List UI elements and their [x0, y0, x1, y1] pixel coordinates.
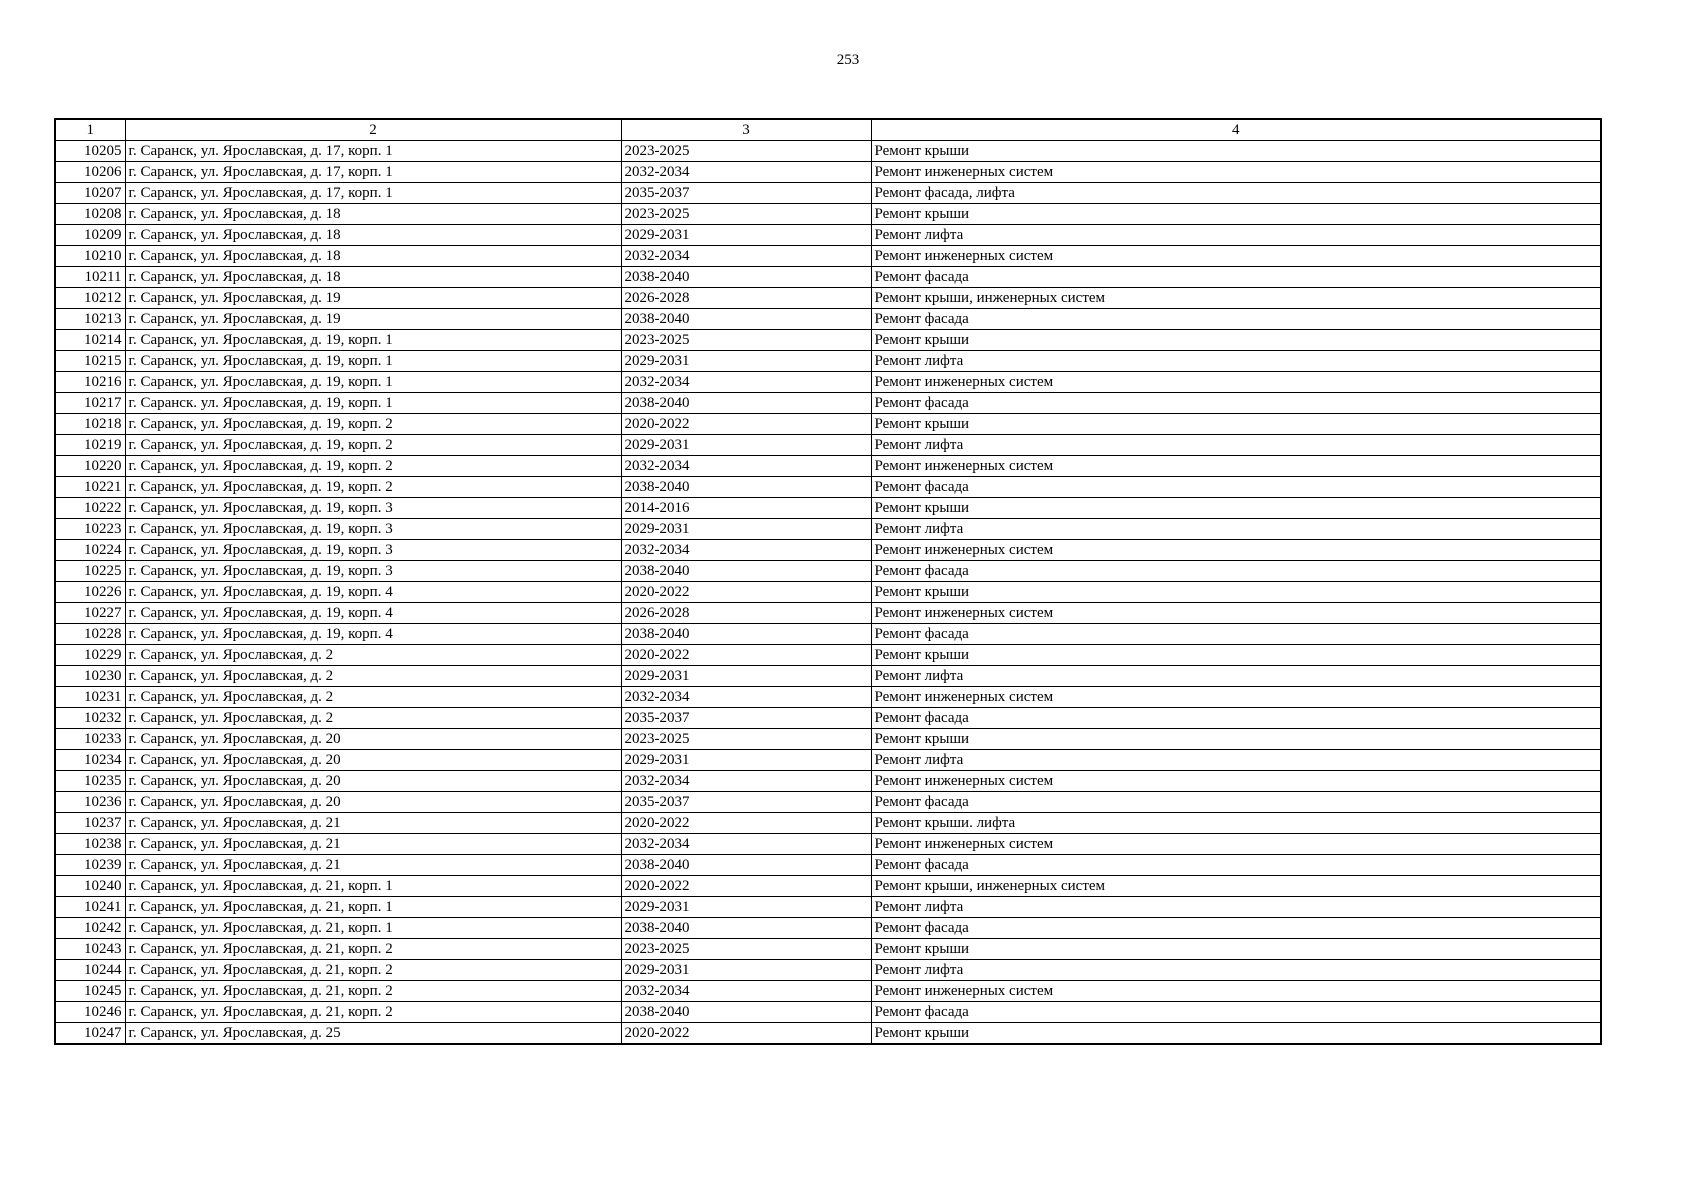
column-header-4: 4 [871, 119, 1601, 141]
table-row [55, 561, 1601, 582]
work-type-cell: Ремонт крыши, инженерных систем [871, 876, 1601, 897]
address-cell: г. Саранск, ул. Ярославская, д. 17, корп. 1 [125, 183, 621, 204]
table-row [55, 246, 1601, 267]
address-cell: г. Саранск, ул. Ярославская, д. 18 [125, 204, 621, 225]
period-cell: 2038-2040 [621, 855, 871, 876]
address-cell: г. Саранск, ул. Ярославская, д. 2 [125, 687, 621, 708]
table-row [55, 834, 1601, 855]
work-type-cell: Ремонт фасада [871, 708, 1601, 729]
address-cell: г. Саранск, ул. Ярославская, д. 21, корп. 1 [125, 897, 621, 918]
address-cell: г. Саранск, ул. Ярославская, д. 19, корп. 2 [125, 477, 621, 498]
column-header-3: 3 [621, 119, 871, 141]
period-cell: 2032-2034 [621, 456, 871, 477]
work-type-cell: Ремонт лифта [871, 351, 1601, 372]
period-cell: 2029-2031 [621, 351, 871, 372]
row-number-cell: 10247 [55, 1023, 125, 1045]
work-type-cell: Ремонт инженерных систем [871, 981, 1601, 1002]
period-cell: 2032-2034 [621, 981, 871, 1002]
period-cell: 2038-2040 [621, 1002, 871, 1023]
work-type-cell: Ремонт лифта [871, 897, 1601, 918]
row-number-cell: 10206 [55, 162, 125, 183]
work-type-cell: Ремонт лифта [871, 960, 1601, 981]
address-cell: г. Саранск, ул. Ярославская, д. 20 [125, 750, 621, 771]
work-type-cell: Ремонт инженерных систем [871, 603, 1601, 624]
table-row [55, 141, 1601, 162]
work-type-cell: Ремонт крыши [871, 141, 1601, 162]
period-cell: 2020-2022 [621, 582, 871, 603]
address-cell: г. Саранск, ул. Ярославская, д. 2 [125, 708, 621, 729]
table-row [55, 456, 1601, 477]
address-cell: г. Саранск, ул. Ярославская, д. 21 [125, 813, 621, 834]
period-cell: 2014-2016 [621, 498, 871, 519]
row-number-cell: 10244 [55, 960, 125, 981]
row-number-cell: 10208 [55, 204, 125, 225]
address-cell: г. Саранск, ул. Ярославская, д. 19, корп. 3 [125, 519, 621, 540]
period-cell: 2023-2025 [621, 141, 871, 162]
work-type-cell: Ремонт крыши [871, 729, 1601, 750]
period-cell: 2032-2034 [621, 687, 871, 708]
header-row [55, 119, 1601, 141]
row-number-cell: 10209 [55, 225, 125, 246]
work-type-cell: Ремонт фасада [871, 267, 1601, 288]
table-row [55, 981, 1601, 1002]
table-row [55, 477, 1601, 498]
period-cell: 2026-2028 [621, 288, 871, 309]
row-number-cell: 10240 [55, 876, 125, 897]
row-number-cell: 10223 [55, 519, 125, 540]
address-cell: г. Саранск, ул. Ярославская, д. 19, корп. 4 [125, 624, 621, 645]
period-cell: 2038-2040 [621, 309, 871, 330]
period-cell: 2032-2034 [621, 162, 871, 183]
period-cell: 2023-2025 [621, 330, 871, 351]
table-row [55, 603, 1601, 624]
table-row [55, 351, 1601, 372]
row-number-cell: 10224 [55, 540, 125, 561]
row-number-cell: 10228 [55, 624, 125, 645]
address-cell: г. Саранск, ул. Ярославская, д. 21 [125, 855, 621, 876]
work-type-cell: Ремонт фасада [871, 624, 1601, 645]
table-row [55, 687, 1601, 708]
table-row [55, 414, 1601, 435]
work-type-cell: Ремонт инженерных систем [871, 771, 1601, 792]
work-type-cell: Ремонт крыши [871, 1023, 1601, 1045]
table-row [55, 750, 1601, 771]
period-cell: 2026-2028 [621, 603, 871, 624]
period-cell: 2023-2025 [621, 204, 871, 225]
period-cell: 2020-2022 [621, 876, 871, 897]
period-cell: 2035-2037 [621, 792, 871, 813]
row-number-cell: 10218 [55, 414, 125, 435]
row-number-cell: 10229 [55, 645, 125, 666]
row-number-cell: 10214 [55, 330, 125, 351]
work-type-cell: Ремонт крыши [871, 645, 1601, 666]
row-number-cell: 10220 [55, 456, 125, 477]
row-number-cell: 10243 [55, 939, 125, 960]
row-number-cell: 10236 [55, 792, 125, 813]
address-cell: г. Саранск, ул. Ярославская, д. 19, корп. 1 [125, 351, 621, 372]
row-number-cell: 10205 [55, 141, 125, 162]
address-cell: г. Саранск, ул. Ярославская, д. 17, корп. 1 [125, 141, 621, 162]
address-cell: г. Саранск, ул. Ярославская, д. 19, корп. 4 [125, 582, 621, 603]
row-number-cell: 10238 [55, 834, 125, 855]
address-cell: г. Саранск, ул. Ярославская, д. 17, корп. 1 [125, 162, 621, 183]
address-cell: г. Саранск, ул. Ярославская, д. 20 [125, 792, 621, 813]
work-type-cell: Ремонт фасада [871, 309, 1601, 330]
work-type-cell: Ремонт крыши [871, 939, 1601, 960]
column-header-2: 2 [125, 119, 621, 141]
row-number-cell: 10231 [55, 687, 125, 708]
row-number-cell: 10219 [55, 435, 125, 456]
page-number: 253 [836, 52, 860, 68]
period-cell: 2035-2037 [621, 183, 871, 204]
table-row [55, 666, 1601, 687]
address-cell: г. Саранск, ул. Ярославская, д. 21 [125, 834, 621, 855]
work-type-cell: Ремонт инженерных систем [871, 687, 1601, 708]
period-cell: 2020-2022 [621, 813, 871, 834]
table-row [55, 624, 1601, 645]
work-type-cell: Ремонт инженерных систем [871, 456, 1601, 477]
address-cell: г. Саранск, ул. Ярославская, д. 21, корп. 2 [125, 981, 621, 1002]
period-cell: 2032-2034 [621, 246, 871, 267]
work-type-cell: Ремонт крыши [871, 330, 1601, 351]
table-row [55, 267, 1601, 288]
period-cell: 2020-2022 [621, 1023, 871, 1045]
address-cell: г. Саранск, ул. Ярославская, д. 19, корп. 3 [125, 540, 621, 561]
row-number-cell: 10235 [55, 771, 125, 792]
period-cell: 2020-2022 [621, 414, 871, 435]
work-type-cell: Ремонт лифта [871, 225, 1601, 246]
table-row [55, 771, 1601, 792]
period-cell: 2038-2040 [621, 918, 871, 939]
period-cell: 2029-2031 [621, 750, 871, 771]
work-type-cell: Ремонт крыши. лифта [871, 813, 1601, 834]
row-number-cell: 10233 [55, 729, 125, 750]
address-cell: г. Саранск, ул. Ярославская, д. 21, корп. 2 [125, 939, 621, 960]
work-type-cell: Ремонт инженерных систем [871, 372, 1601, 393]
work-type-cell: Ремонт фасада [871, 1002, 1601, 1023]
row-number-cell: 10213 [55, 309, 125, 330]
work-type-cell: Ремонт инженерных систем [871, 540, 1601, 561]
row-number-cell: 10230 [55, 666, 125, 687]
table-row [55, 582, 1601, 603]
row-number-cell: 10222 [55, 498, 125, 519]
address-cell: г. Саранск, ул. Ярославская, д. 18 [125, 267, 621, 288]
work-type-cell: Ремонт крыши [871, 414, 1601, 435]
work-type-cell: Ремонт фасада [871, 393, 1601, 414]
period-cell: 2032-2034 [621, 771, 871, 792]
table-row [55, 918, 1601, 939]
address-cell: г. Саранск, ул. Ярославская, д. 20 [125, 771, 621, 792]
period-cell: 2038-2040 [621, 267, 871, 288]
table-row [55, 435, 1601, 456]
table-row [55, 960, 1601, 981]
address-cell: г. Саранск, ул. Ярославская, д. 19, корп. 3 [125, 561, 621, 582]
row-number-cell: 10215 [55, 351, 125, 372]
table-row [55, 855, 1601, 876]
period-cell: 2029-2031 [621, 435, 871, 456]
table-row [55, 225, 1601, 246]
work-type-cell: Ремонт инженерных систем [871, 162, 1601, 183]
work-type-cell: Ремонт крыши [871, 498, 1601, 519]
table-row [55, 729, 1601, 750]
period-cell: 2023-2025 [621, 939, 871, 960]
address-cell: г. Саранск, ул. Ярославская, д. 19, корп. 1 [125, 372, 621, 393]
table-row [55, 288, 1601, 309]
row-number-cell: 10245 [55, 981, 125, 1002]
table-row [55, 162, 1601, 183]
work-type-cell: Ремонт фасада, лифта [871, 183, 1601, 204]
row-number-cell: 10234 [55, 750, 125, 771]
row-number-cell: 10241 [55, 897, 125, 918]
table-row [55, 372, 1601, 393]
work-type-cell: Ремонт крыши [871, 582, 1601, 603]
row-number-cell: 10232 [55, 708, 125, 729]
row-number-cell: 10212 [55, 288, 125, 309]
period-cell: 2038-2040 [621, 477, 871, 498]
address-cell: г. Саранск. ул. Ярославская, д. 19, корп. 1 [125, 393, 621, 414]
address-cell: г. Саранск, ул. Ярославская, д. 19 [125, 288, 621, 309]
row-number-cell: 10242 [55, 918, 125, 939]
work-type-cell: Ремонт крыши [871, 204, 1601, 225]
address-cell: г. Саранск, ул. Ярославская, д. 19, корп. 1 [125, 330, 621, 351]
row-number-cell: 10237 [55, 813, 125, 834]
row-number-cell: 10239 [55, 855, 125, 876]
work-type-cell: Ремонт фасада [871, 918, 1601, 939]
address-cell: г. Саранск, ул. Ярославская, д. 18 [125, 225, 621, 246]
address-cell: г. Саранск, ул. Ярославская, д. 19, корп. 4 [125, 603, 621, 624]
work-type-cell: Ремонт инженерных систем [871, 246, 1601, 267]
row-number-cell: 10217 [55, 393, 125, 414]
period-cell: 2032-2034 [621, 540, 871, 561]
table-row [55, 204, 1601, 225]
table-body [55, 141, 1601, 1045]
period-cell: 2023-2025 [621, 729, 871, 750]
address-cell: г. Саранск, ул. Ярославская, д. 21, корп. 1 [125, 918, 621, 939]
address-cell: г. Саранск, ул. Ярославская, д. 2 [125, 645, 621, 666]
address-cell: г. Саранск, ул. Ярославская, д. 19 [125, 309, 621, 330]
period-cell: 2029-2031 [621, 897, 871, 918]
period-cell: 2020-2022 [621, 645, 871, 666]
table-row [55, 876, 1601, 897]
row-number-cell: 10207 [55, 183, 125, 204]
row-number-cell: 10227 [55, 603, 125, 624]
address-cell: г. Саранск, ул. Ярославская, д. 21, корп. 2 [125, 1002, 621, 1023]
row-number-cell: 10221 [55, 477, 125, 498]
table-header [55, 119, 1601, 141]
row-number-cell: 10216 [55, 372, 125, 393]
address-cell: г. Саранск, ул. Ярославская, д. 21, корп. 1 [125, 876, 621, 897]
work-type-cell: Ремонт фасада [871, 792, 1601, 813]
repair-schedule-table [54, 118, 1602, 1045]
work-type-cell: Ремонт лифта [871, 519, 1601, 540]
period-cell: 2035-2037 [621, 708, 871, 729]
period-cell: 2029-2031 [621, 666, 871, 687]
address-cell: г. Саранск, ул. Ярославская, д. 19, корп. 2 [125, 414, 621, 435]
work-type-cell: Ремонт фасада [871, 477, 1601, 498]
period-cell: 2038-2040 [621, 561, 871, 582]
address-cell: г. Саранск, ул. Ярославская, д. 19, корп. 2 [125, 456, 621, 477]
row-number-cell: 10210 [55, 246, 125, 267]
period-cell: 2029-2031 [621, 960, 871, 981]
work-type-cell: Ремонт крыши, инженерных систем [871, 288, 1601, 309]
row-number-cell: 10225 [55, 561, 125, 582]
row-number-cell: 10211 [55, 267, 125, 288]
table-row [55, 498, 1601, 519]
table-row [55, 897, 1601, 918]
work-type-cell: Ремонт лифта [871, 666, 1601, 687]
table-row [55, 708, 1601, 729]
address-cell: г. Саранск, ул. Ярославская, д. 19, корп. 3 [125, 498, 621, 519]
table-row [55, 540, 1601, 561]
column-header-1: 1 [55, 119, 125, 141]
table-row [55, 1023, 1601, 1045]
table-row [55, 309, 1601, 330]
work-type-cell: Ремонт фасада [871, 561, 1601, 582]
table-row [55, 330, 1601, 351]
table-row [55, 645, 1601, 666]
work-type-cell: Ремонт лифта [871, 750, 1601, 771]
work-type-cell: Ремонт инженерных систем [871, 834, 1601, 855]
address-cell: г. Саранск, ул. Ярославская, д. 25 [125, 1023, 621, 1045]
work-type-cell: Ремонт лифта [871, 435, 1601, 456]
table-row [55, 1002, 1601, 1023]
table-row [55, 813, 1601, 834]
address-cell: г. Саранск, ул. Ярославская, д. 20 [125, 729, 621, 750]
period-cell: 2032-2034 [621, 834, 871, 855]
address-cell: г. Саранск, ул. Ярославская, д. 2 [125, 666, 621, 687]
period-cell: 2038-2040 [621, 624, 871, 645]
table-row [55, 792, 1601, 813]
period-cell: 2029-2031 [621, 519, 871, 540]
period-cell: 2029-2031 [621, 225, 871, 246]
address-cell: г. Саранск, ул. Ярославская, д. 18 [125, 246, 621, 267]
period-cell: 2032-2034 [621, 372, 871, 393]
table-row [55, 183, 1601, 204]
table-row [55, 519, 1601, 540]
period-cell: 2038-2040 [621, 393, 871, 414]
table-row [55, 393, 1601, 414]
work-type-cell: Ремонт фасада [871, 855, 1601, 876]
address-cell: г. Саранск, ул. Ярославская, д. 21, корп. 2 [125, 960, 621, 981]
address-cell: г. Саранск, ул. Ярославская, д. 19, корп. 2 [125, 435, 621, 456]
table-row [55, 939, 1601, 960]
row-number-cell: 10246 [55, 1002, 125, 1023]
row-number-cell: 10226 [55, 582, 125, 603]
